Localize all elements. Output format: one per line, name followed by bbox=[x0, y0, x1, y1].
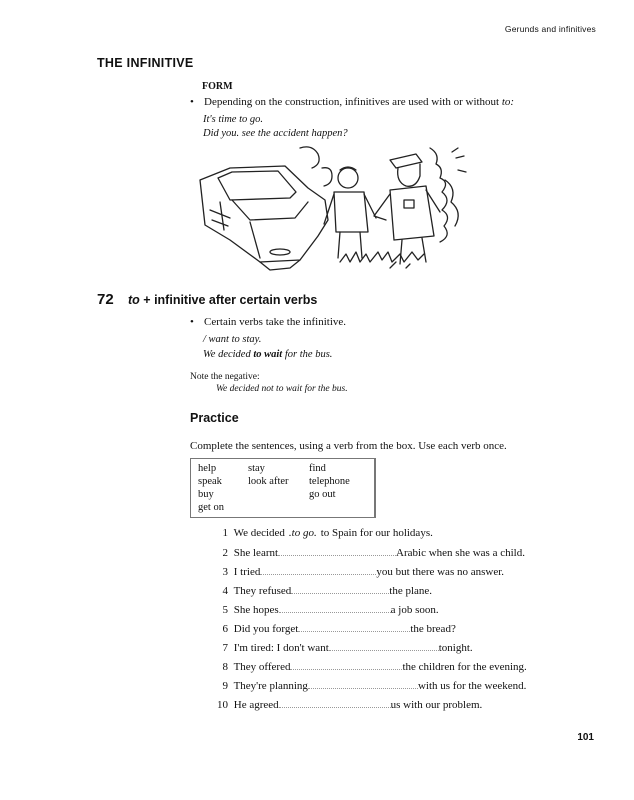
exercise-item: 9 They're planning with us for the weekend. bbox=[222, 680, 527, 692]
box-word: find bbox=[309, 463, 326, 474]
unit-bullet: • Certain verbs take the infinitive. bbox=[190, 316, 347, 328]
box-word: get on bbox=[198, 502, 224, 513]
box-word: help bbox=[198, 463, 217, 474]
box-word: look after bbox=[248, 476, 289, 487]
practice-title: Practice bbox=[190, 411, 239, 425]
answer-blank[interactable] bbox=[290, 660, 402, 670]
answer-blank[interactable] bbox=[279, 603, 391, 613]
answer-blank[interactable] bbox=[329, 641, 439, 651]
answer-blank[interactable] bbox=[260, 565, 376, 575]
unit-heading: to + infinitive after certain verbs bbox=[128, 293, 318, 307]
form-example-1: It's time to go. bbox=[203, 114, 263, 125]
box-word: buy bbox=[198, 489, 214, 500]
box-word: telephone bbox=[309, 476, 350, 487]
exercise-item: 5 She hopes a job soon. bbox=[222, 604, 439, 616]
form-bullet: • Depending on the construction, infinitives are used with or without to: bbox=[190, 96, 515, 108]
exercise-item: 7 I'm tired: I don't want tonight. bbox=[222, 642, 473, 654]
unit-example-2: We decided to wait for the bus. bbox=[203, 349, 333, 360]
answer-example: .to go. bbox=[288, 527, 317, 539]
box-word: speak bbox=[198, 476, 222, 487]
answer-blank[interactable] bbox=[278, 546, 396, 556]
note-example: We decided not to wait for the bus. bbox=[216, 384, 348, 394]
section-title: THE INFINITIVE bbox=[97, 56, 194, 70]
exercise-item: 10 He agreed us with our problem. bbox=[217, 699, 483, 711]
answer-blank[interactable] bbox=[291, 584, 389, 594]
exercise-item: 6 Did you forget the bread? bbox=[222, 623, 456, 635]
answer-blank[interactable] bbox=[298, 622, 410, 632]
note-label: Note the negative: bbox=[190, 372, 260, 382]
exercise-item: 4 They refused the plane. bbox=[222, 585, 433, 597]
form-example-2: Did you. see the accident happen? bbox=[203, 128, 348, 139]
exercise-item: 3 I tried you but there was no answer. bbox=[222, 566, 505, 578]
running-header: Gerunds and infinitives bbox=[504, 24, 596, 34]
page-number: 101 bbox=[577, 732, 594, 743]
answer-blank[interactable] bbox=[279, 698, 391, 708]
answer-blank[interactable] bbox=[308, 679, 418, 689]
exercise-item: 2 She learnt Arabic when she was a child. bbox=[222, 547, 525, 559]
accident-illustration bbox=[190, 140, 475, 275]
form-label: FORM bbox=[202, 81, 233, 92]
unit-number: 72 bbox=[97, 291, 114, 308]
unit-example-1: / want to stay. bbox=[203, 334, 262, 345]
exercise-item: 1 We decided .to go. to Spain for our holidays. bbox=[222, 527, 433, 539]
exercise-item: 8 They offered the children for the evening. bbox=[222, 661, 527, 673]
box-word: stay bbox=[248, 463, 265, 474]
verb-box bbox=[190, 458, 376, 518]
box-word: go out bbox=[309, 489, 336, 500]
practice-instruction: Complete the sentences, using a verb from the box. Use each verb once. bbox=[190, 440, 507, 452]
